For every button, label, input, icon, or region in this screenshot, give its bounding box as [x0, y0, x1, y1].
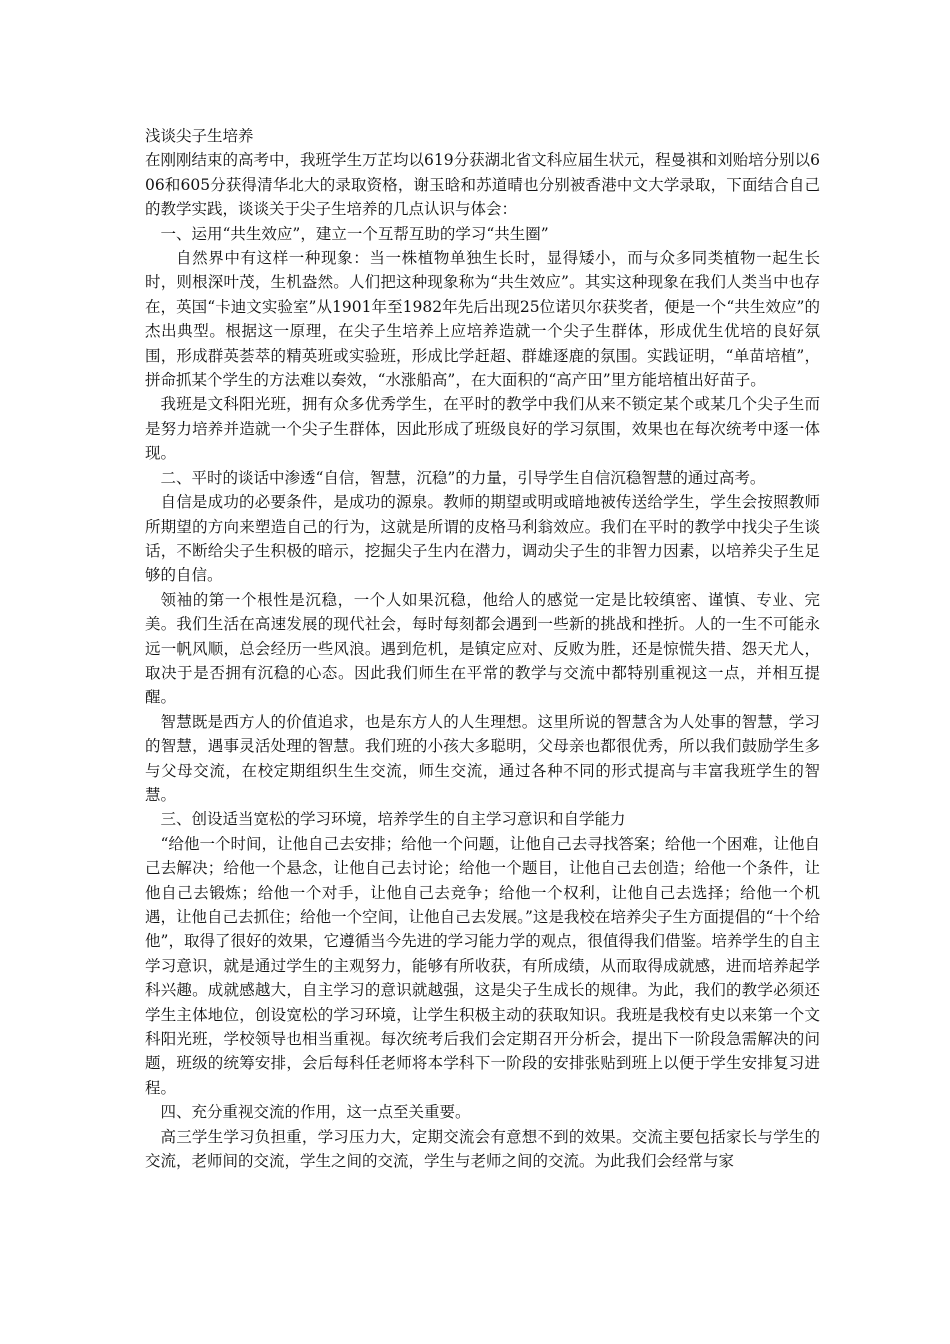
body-paragraph: 我班是文科阳光班，拥有众多优秀学生，在平时的教学中我们从来不锁定某个或某几个尖子生而是努力培养并造就一个尖子生群体，因此形成了班级良好的学习氛围，效果也在每次统考中逐一体现。 — [145, 395, 820, 463]
body-paragraph: 领袖的第一个根性是沉稳，一个人如果沉稳，他给人的感觉一定是比较缜密、谨慎、专业、完美。我们生活在高速发展的现代社会，每时每刻都会遇到一些新的挑战和挫折。人的一生不可能永远一帆风顺，总会经历一些风浪。遇到危机，是镇定应对、反败为胜，还是惊慌失措、怨天尤人，取决于是否拥有沉稳的心态。因此我们师生在平常的教学与交流中都特别重视这一点，并相互提醒。 — [145, 590, 820, 707]
body-paragraph: 自信是成功的必要条件，是成功的源泉。教师的期望或明或暗地被传送给学生，学生会按照教师所期望的方向来塑造自己的行为，这就是所谓的皮格马利翁效应。我们在平时的教学中找尖子生谈话，不断给尖子生积极的暗示，挖掘尖子生内在潜力，调动尖子生的非智力因素，以培养尖子生足够的自信。 — [145, 493, 820, 585]
section-heading-3: 三、创设适当宽松的学习环境，培养学生的自主学习意识和自学能力 — [160, 810, 626, 829]
section-heading-2: 二、平时的谈话中渗透“自信，智慧，沉稳”的力量，引导学生自信沉稳智慧的通过高考。 — [160, 468, 766, 487]
document-title: 浅谈尖子生培养 — [145, 127, 254, 145]
body-paragraph: “给他一个时间，让他自己去安排；给他一个问题，让他自己去寻找答案；给他一个困难，让他自己去解决；给他一个悬念，让他自己去讨论；给他一个题目，让他自己去创造；给他一个条件，让他自己去锻炼；给他一个对手，让他自己去竞争；给他一个权利，让他自己去选择；给他一个机遇，让他自己去抓住；给他一个空间，让他自己去发展。”这是我校在培养尖子生方面提倡的“十个给他”，取得了很好的效果，它遵循当今先进的学习能力学的观点，很值得我们借鉴。培养学生的自主学习意识，就是通过学生的主观努力，能够有所收获，有所成绩，从而取得成就感，进而培养起学科兴趣。成就感越大，自主学习的意识就越强，这是尖子生成长的规律。为此，我们的教学必须还学生主体地位，创设宽松的学习环境，让学生积极主动的获取知识。我班是我校有史以来第一个文科阳光班，学校领导也相当重视。每次统考后我们会定期召开分析会，提出下一阶段急需解决的问题，班级的统筹安排，会后每科任老师将本学科下一阶段的安排张贴到班上以便于学生安排复习进程。 — [145, 834, 820, 1097]
body-paragraph: 自然界中有这样一种现象：当一株植物单独生长时，显得矮小，而与众多同类植物一起生长时，则根深叶茂，生机盎然。人们把这种现象称为“共生效应”。其实这种现象在我们人类当中也存在，英国“卡迪文实验室”从1901年至1982年先后出现25位诺贝尔获奖者，便是一个“共生效应”的杰出典型。根据这一原理，在尖子生培养上应培养造就一个尖子生群体，形成优生优培的良好氛围，形成群英荟萃的精英班或实验班，形成比学赶超、群雄逐鹿的氛围。实践证明，“单苗培植”，拼命抓某个学生的方法难以奏效，“水涨船高”，在大面积的“高产田”里方能培植出好苗子。 — [145, 249, 820, 390]
intro-paragraph: 在刚刚结束的高考中，我班学生万芷均以619分获湖北省文科应届生状元，程曼祺和刘贻培分别以606和605分获得清华北大的录取资格，谢玉晗和苏道晴也分别被香港中文大学录取，下面结合自己的教学实践，谈谈关于尖子生培养的几点认识与体会： — [145, 151, 820, 219]
section-heading-1: 一、运用“共生效应”，建立一个互帮互助的学习“共生圈” — [160, 224, 549, 243]
body-paragraph: 智慧既是西方人的价值追求，也是东方人的人生理想。这里所说的智慧含为人处事的智慧，学习的智慧，遇事灵活处理的智慧。我们班的小孩大多聪明，父母亲也都很优秀，所以我们鼓励学生多与父母交流，在校定期组织生生交流，师生交流，通过各种不同的形式提高与丰富我班学生的智慧。 — [145, 712, 820, 804]
section-heading-4: 四、充分重视交流的作用，这一点至关重要。 — [160, 1103, 471, 1122]
document-page — [145, 124, 820, 1173]
body-paragraph: 高三学生学习负担重，学习压力大，定期交流会有意想不到的效果。交流主要包括家长与学生的交流，老师间的交流，学生之间的交流，学生与老师之间的交流。为此我们会经常与家 — [145, 1127, 820, 1171]
